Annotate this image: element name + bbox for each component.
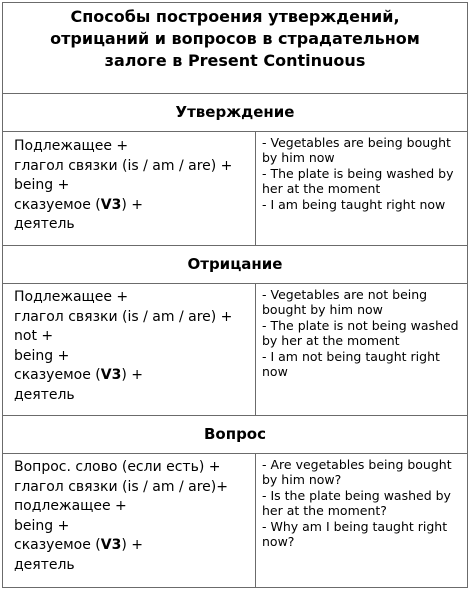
v3-label: V3	[100, 537, 122, 553]
example-line: her at the moment	[262, 181, 381, 197]
rule-line	[14, 196, 250, 216]
example-line: by her at the moment	[262, 333, 400, 349]
title-line: залоге в Present Continuous	[104, 51, 366, 70]
section-heading-question: Вопрос	[203, 425, 267, 443]
divider	[2, 415, 468, 416]
rule-line: Подлежащее +	[14, 138, 129, 154]
rule-line	[14, 366, 250, 386]
example-line: now?	[262, 534, 295, 550]
rule-line: being +	[14, 347, 70, 364]
example-line: - Vegetables are being bought	[262, 135, 451, 150]
column-divider	[255, 283, 256, 415]
example-line: - I am not being taught right	[262, 348, 440, 364]
title-line: отрицаний и вопросов в страдательном	[50, 29, 420, 48]
rule-text: сказуемое (	[14, 367, 101, 383]
question-rule	[14, 458, 250, 575]
example-line: - The plate is being washed by	[262, 165, 454, 181]
rule-line: not +	[14, 328, 54, 344]
question-examples	[262, 457, 466, 549]
rule-line: Подлежащее +	[14, 289, 129, 305]
rule-line: глагол связки (is / am / are)+	[14, 478, 228, 495]
divider	[2, 93, 468, 94]
section-heading-affirmative: Утверждение	[175, 103, 295, 121]
rule-line: being +	[14, 177, 70, 193]
rule-line: деятель	[14, 556, 75, 573]
rule-line: подлежащее +	[14, 498, 127, 514]
column-divider	[255, 131, 256, 245]
rule-text: ) +	[121, 196, 143, 213]
example-line: - Vegetables are not being	[262, 287, 428, 302]
rule-line: деятель	[14, 386, 75, 403]
negative-examples	[262, 287, 466, 379]
rule-text: ) +	[121, 367, 143, 383]
example-line: now	[262, 364, 288, 380]
divider	[2, 283, 468, 284]
v3-label: V3	[100, 367, 122, 383]
title-line: Способы построения утверждений,	[70, 7, 400, 26]
rule-line: Вопрос. слово (если есть) +	[14, 459, 221, 475]
affirmative-rule	[14, 137, 250, 235]
divider	[2, 453, 468, 454]
rule-line	[14, 536, 250, 556]
example-line: - Why am I being taught right	[262, 518, 448, 534]
rule-text: сказуемое (	[14, 196, 101, 213]
negative-rule	[14, 288, 250, 405]
example-line: - I am being taught right now	[262, 196, 446, 212]
rule-line: глагол связки (is / am / are) +	[14, 308, 233, 325]
example-line: by him now?	[262, 472, 342, 488]
example-line: - Are vegetables being bought	[262, 457, 452, 472]
example-line: - Is the plate being washed by	[262, 487, 451, 503]
column-divider	[255, 453, 256, 588]
rule-text: ) +	[121, 537, 143, 553]
affirmative-examples	[262, 135, 466, 212]
page-title	[4, 6, 466, 72]
example-line: her at the moment?	[262, 503, 387, 519]
divider	[2, 131, 468, 132]
divider	[2, 245, 468, 246]
example-line: - The plate is not being washed	[262, 317, 459, 333]
rule-line: глагол связки (is / am / are) +	[14, 157, 233, 174]
rule-line: being +	[14, 517, 70, 534]
v3-label: V3	[100, 196, 122, 213]
example-line: by him now	[262, 150, 335, 166]
section-heading-negative: Отрицание	[187, 255, 283, 273]
example-line: bought by him now	[262, 302, 383, 318]
rule-text: сказуемое (	[14, 537, 101, 553]
rule-line: деятель	[14, 216, 75, 232]
